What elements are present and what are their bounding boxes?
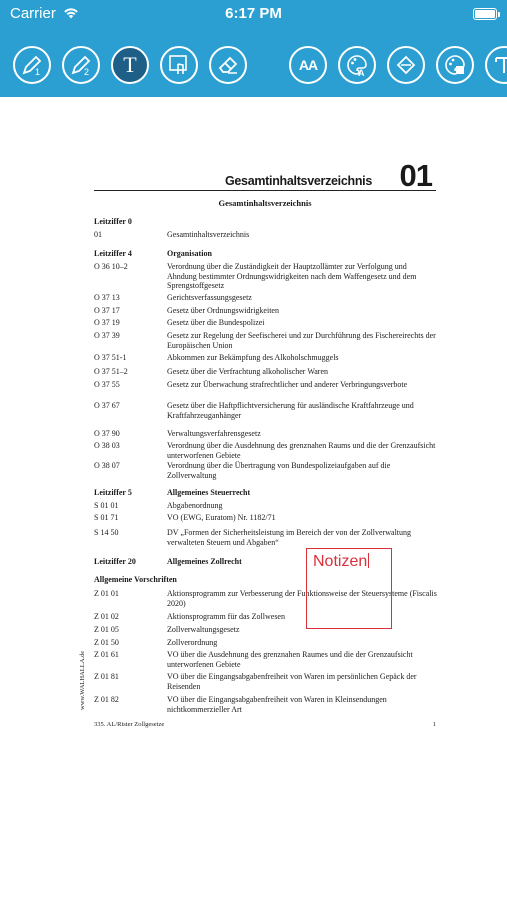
toc-code: Z 01 81 <box>94 672 119 681</box>
toc-code: O 37 39 <box>94 331 120 340</box>
document-page[interactable] <box>94 160 436 740</box>
toc-code: S 14 50 <box>94 528 119 537</box>
toc-code: O 37 67 <box>94 401 120 410</box>
toc-code: O 37 51-1 <box>94 353 127 362</box>
toc-title: Gesetz zur Regelung der Seefischerei und zur Durchführung des Fischereirechts der Europäischen Union <box>167 331 436 350</box>
toc-title: Gesetz über die Haftpflichtversicherung für ausländische Kraftfahrzeuge und Kraftfahrzeuganhänger <box>167 401 414 420</box>
side-watermark: www.WALHALLA.de <box>79 650 86 710</box>
toc-title: Abkommen zur Bekämpfung des Alkoholschmuggels <box>167 353 339 362</box>
toc-title: Allgemeines Zollrecht <box>167 557 242 566</box>
text-color-icon[interactable] <box>338 46 376 84</box>
svg-text:A: A <box>358 68 365 77</box>
toc-code: 01 <box>94 230 102 239</box>
toc-title: Gesetz zur Überwachung strafrechtlicher und anderer Verbringungsverbote <box>167 380 408 389</box>
toc-code: Z 01 01 <box>94 589 119 598</box>
toc-code: S 01 01 <box>94 501 119 510</box>
toc-code: O 37 55 <box>94 380 120 389</box>
pen-1-icon[interactable] <box>13 46 51 84</box>
toc-title: Aktionsprogramm für das Zollwesen <box>167 612 285 621</box>
toc-code: O 38 03 <box>94 441 120 450</box>
toc-code: O 37 90 <box>94 429 120 438</box>
toc-code: Leitziffer 0 <box>94 217 132 226</box>
svg-text:2: 2 <box>84 67 90 77</box>
toc-code: O 37 51–2 <box>94 367 128 376</box>
text-style-icon[interactable] <box>485 46 507 84</box>
toc-code: S 01 71 <box>94 513 119 522</box>
svg-text:1: 1 <box>35 67 41 77</box>
toc-title: VO (EWG, Euratom) Nr. 1182/71 <box>167 513 276 522</box>
toc-code: Z 01 50 <box>94 638 119 647</box>
toc-title: Gerichtsverfassungsgesetz <box>167 293 252 302</box>
toc-code: Allgemeine Vorschriften <box>94 575 177 584</box>
document-subtitle: Gesamtinhaltsverzeichnis <box>218 198 312 208</box>
toc-code: O 38 07 <box>94 461 120 470</box>
toc-code: Z 01 61 <box>94 650 119 659</box>
toc-title: DV „Formen der Sicherheitsleistung im Bereich der von der Zollverwaltung verwalteten Steuern und Abgaben“ <box>167 528 412 547</box>
text-annotation-box[interactable] <box>306 548 392 629</box>
toc-title: VO über die Eingangsabgabenfreiheit von Waren in Kleinsendungen nichtkommerzieller Art <box>167 695 387 714</box>
footer-left: 335. AL/Rister Zollgesetze <box>94 721 165 728</box>
toc-code: Leitziffer 5 <box>94 488 132 497</box>
toc-title: Verordnung über die Ausdehnung des grenznahen Raums und die der Grenzaufsicht unterworfenen Gebiete <box>167 441 436 460</box>
top-bar <box>0 0 507 97</box>
battery-icon <box>473 8 497 20</box>
text-tool-label: T <box>123 52 137 77</box>
toc-code: O 37 17 <box>94 306 120 315</box>
toc-title: Aktionsprogramm zur Verbesserung der Funktionsweise der Steuersysteme (Fiscalis 2020) <box>167 589 437 608</box>
toc-title: Zollverwaltungsgesetz <box>167 625 240 634</box>
text-tool-icon[interactable] <box>111 46 149 84</box>
touch-select-icon[interactable] <box>160 46 198 84</box>
toc-title: Organisation <box>167 249 212 258</box>
toc-title: Verordnung über die Übertragung von Bundespolizeiaufgaben auf die Zollverwaltung <box>167 461 391 480</box>
status-bar <box>0 0 507 30</box>
toc-title: Gesetz über die Verfrachtung alkoholischer Waren <box>167 367 328 376</box>
toc-title: Verordnung über die Zuständigkeit der Hauptzollämter zur Verfolgung und Ahndung bestimmter Ordnungswidrigkeiten nach dem Waffengesetz und dem Sprengstoffgesetz <box>167 262 417 290</box>
toc-title: Gesetz über die Bundespolizei <box>167 318 265 327</box>
header-title: Gesamtinhaltsverzeichnis <box>224 174 372 188</box>
header-rule <box>94 190 436 191</box>
toc-code: Z 01 05 <box>94 625 119 634</box>
toc-code: Leitziffer 4 <box>94 249 132 258</box>
font-size-icon[interactable] <box>289 46 327 84</box>
toc-title: Allgemeines Steuerrecht <box>167 488 251 497</box>
page-number: 1 <box>432 721 436 728</box>
toc-title: Zollverordnung <box>167 638 218 647</box>
annotation-toolbar <box>0 46 507 86</box>
fill-icon[interactable] <box>387 46 425 84</box>
toc-title: VO über die Eingangsabgabenfreiheit von Waren im persönlichen Gepäck der Reisenden <box>167 672 417 691</box>
toc-code: O 37 13 <box>94 293 120 302</box>
toc-code: Z 01 82 <box>94 695 119 704</box>
annotation-text[interactable]: Notizen <box>313 553 368 570</box>
carrier-label: Carrier <box>10 5 56 22</box>
toc-code: O 36 10–2 <box>94 262 128 271</box>
toc-code: Z 01 02 <box>94 612 119 621</box>
toc-title: Gesamtinhaltsverzeichnis <box>167 230 250 239</box>
clock: 6:17 PM <box>225 5 282 22</box>
toc-code: O 37 19 <box>94 318 120 327</box>
color-palette-icon[interactable] <box>436 46 474 84</box>
document-header <box>94 158 436 193</box>
toc-title: Abgabenordnung <box>167 501 223 510</box>
toc-code: Leitziffer 20 <box>94 557 136 566</box>
text-cursor <box>368 553 369 568</box>
pen-2-icon[interactable] <box>62 46 100 84</box>
font-size-label: AA <box>298 57 318 73</box>
eraser-icon[interactable] <box>209 46 247 84</box>
toc-title: Verwaltungsverfahrensgesetz <box>167 429 261 438</box>
toc-title: VO über die Ausdehnung des grenznahen Raumes und die der Grenzaufsicht unterworfenen Gebiete <box>167 650 413 669</box>
toc-title: Gesetz über Ordnungswidrigkeiten <box>167 306 279 315</box>
header-number: 01 <box>399 158 432 193</box>
